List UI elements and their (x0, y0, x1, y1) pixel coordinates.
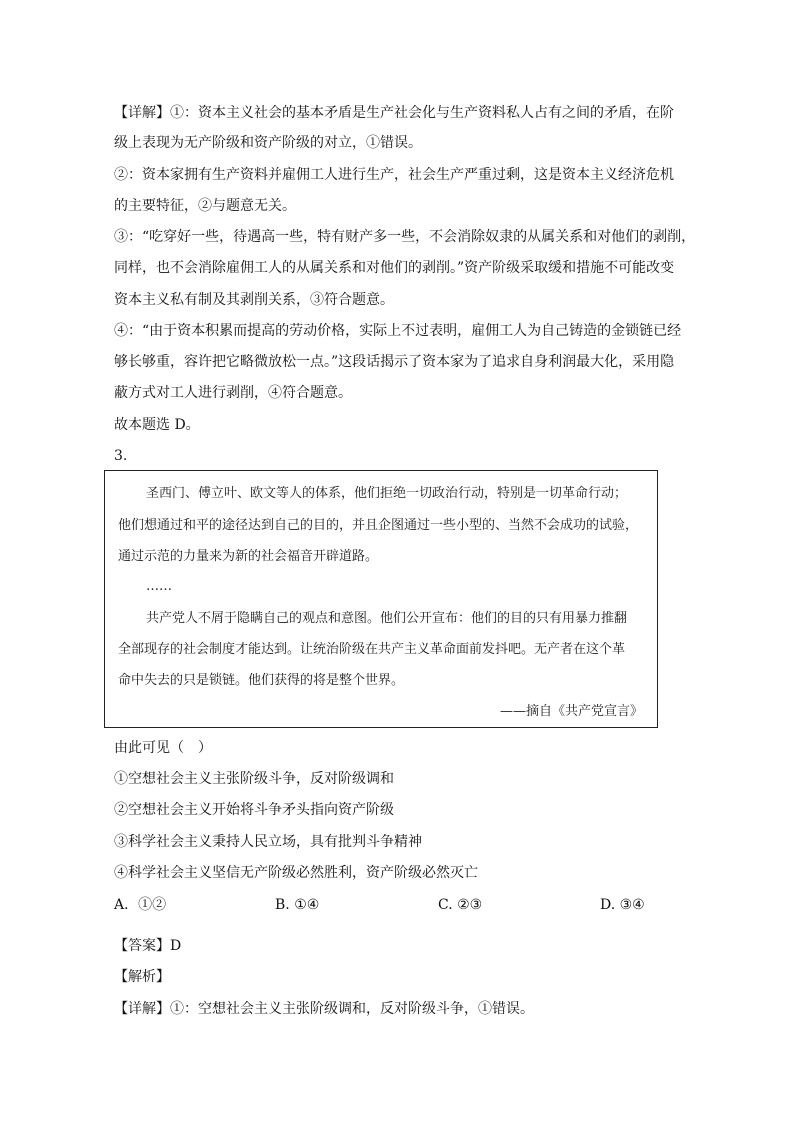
analysis-paragraph-2-line-2: 的主要特征，②与题意无关。 (114, 198, 296, 214)
analysis-paragraph-4-line-2: 够长够重，容许把它略微放松一点。”这段话揭示了资本家为了追求自身利润最大化，采用隐 (114, 354, 675, 370)
statement-4: ④科学社会主义坚信无产阶级必然胜利，资产阶级必然灭亡 (114, 865, 478, 881)
quote-box (104, 470, 658, 728)
analysis-paragraph-3-line-3: 资本主义私有制及其剥削关系，③符合题意。 (114, 292, 394, 308)
quote-line-4: 共产党人不屑于隐瞒自己的观点和意图。他们公开宣布：他们的目的只有用暴力推翻 (146, 611, 628, 626)
quote-line-5: 全部现存的社会制度才能达到。让统治阶级在共产主义革命面前发抖吧。无产者在这个革 (118, 642, 626, 657)
analysis-label: 【解析】 (114, 969, 170, 985)
statement-1: ①空想社会主义主张阶级斗争，反对阶级调和 (114, 771, 394, 787)
analysis-paragraph-1-line-2: 级上表现为无产阶级和资产阶级的对立，①错误。 (114, 135, 422, 151)
option-a: A．①② (114, 897, 167, 913)
quote-line-2: 他们想通过和平的途径达到自己的目的，并且企图通过一些小型的、当然不会成功的试验， (118, 518, 639, 533)
quote-ellipsis: …… (146, 579, 172, 594)
statement-2: ②空想社会主义开始将斗争矛头指向资产阶级 (114, 802, 394, 818)
question-stem: 由此可见（ ） (114, 740, 212, 756)
analysis-conclusion: 故本题选 D。 (114, 417, 200, 433)
quote-line-1: 圣西门、傅立叶、欧文等人的体系，他们拒绝一切政治行动，特别是一切革命行动； (146, 486, 628, 501)
option-c: C. ②③ (438, 897, 483, 913)
analysis-paragraph-2-line-1: ②：资本家拥有生产资料并雇佣工人进行生产，社会生产严重过剩，这是资本主义经济危机 (114, 167, 674, 183)
quote-line-6: 命中失去的只是锁链。他们获得的将是整个世界。 (118, 673, 405, 688)
quote-line-3: 通过示范的力量来为新的社会福音开辟道路。 (118, 549, 379, 564)
quote-source: ——摘自《共产党宣言》 (499, 704, 643, 719)
statement-3: ③科学社会主义秉持人民立场，具有批判斗争精神 (114, 834, 422, 850)
analysis-paragraph-4-line-3: 蔽方式对工人进行剥削，④符合题意。 (114, 385, 352, 401)
answer-detail-line-1: 【详解】①：空想社会主义主张阶级调和，反对阶级斗争，①错误。 (114, 1001, 534, 1017)
analysis-paragraph-3-line-1: ③：“吃穿好一些，待遇高一些，特有财产多一些，不会消除奴隶的从属关系和对他们的剥削， (114, 229, 696, 245)
analysis-paragraph-4-line-1: ④：“由于资本积累而提高的劳动价格，实际上不过表明，雇佣工人为自己铸造的金锁链已经 (114, 323, 682, 339)
option-d: D. ③④ (600, 897, 645, 913)
option-b: B. ①④ (275, 897, 320, 913)
analysis-paragraph-1-line-1: 【详解】①：资本主义社会的基本矛盾是生产社会化与生产资料私人占有之间的矛盾，在阶 (114, 105, 674, 121)
analysis-paragraph-3-line-2: 同样，也不会消除雇佣工人的从属关系和对他们的剥削。”资产阶级采取缓和措施不可能改变 (114, 260, 675, 276)
question-number: 3. (114, 448, 128, 464)
answer-label: 【答案】D (114, 938, 182, 954)
